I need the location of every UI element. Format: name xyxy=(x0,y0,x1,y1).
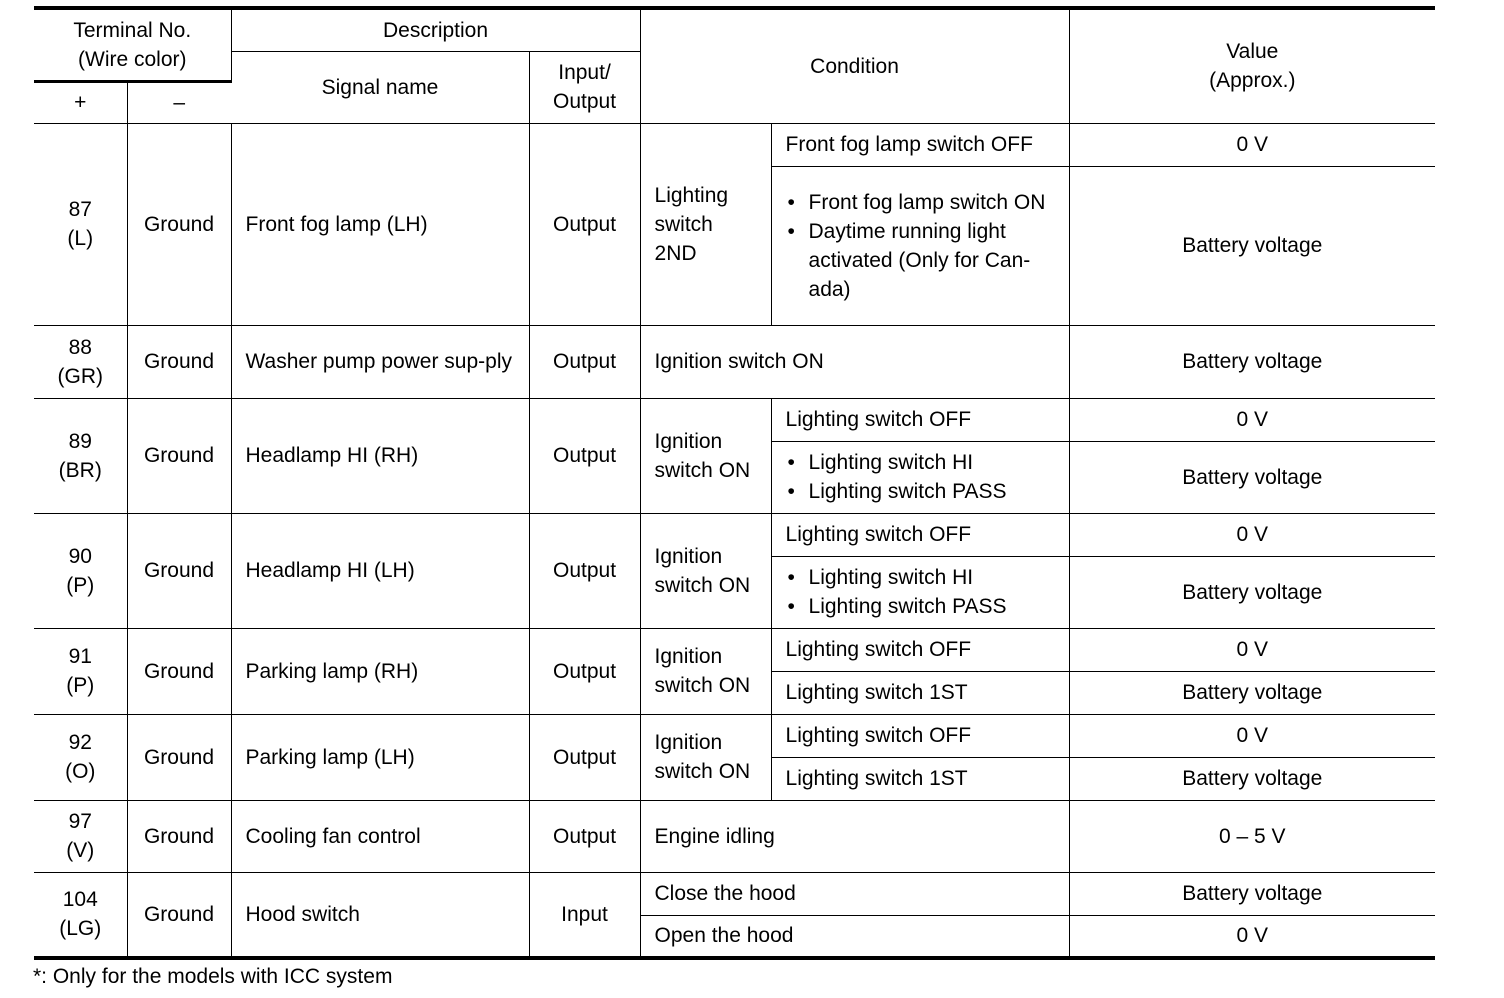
value-cell: 0 V xyxy=(1069,123,1435,166)
table-row xyxy=(34,872,1435,915)
header-plus: + xyxy=(34,81,127,123)
ground-cell: Ground xyxy=(127,398,231,513)
condition-main-cell: Ignition switch ON xyxy=(640,513,771,628)
header-minus: – xyxy=(127,81,231,123)
signal-name-cell: Parking lamp (LH) xyxy=(231,714,529,800)
header-value: Value (Approx.) xyxy=(1069,8,1435,123)
table-row xyxy=(34,513,1435,556)
terminal-spec-table xyxy=(34,6,1435,960)
condition-main-cell: Ignition switch ON xyxy=(640,398,771,513)
io-cell: Output xyxy=(529,513,640,628)
io-cell: Input xyxy=(529,872,640,958)
header-signal-name: Signal name xyxy=(231,51,529,123)
terminal-cell: 97 (V) xyxy=(34,800,127,872)
value-cell: Battery voltage xyxy=(1069,166,1435,325)
bullet-item: • Lighting switch HI xyxy=(786,563,1055,592)
ground-cell: Ground xyxy=(127,800,231,872)
value-cell: 0 – 5 V xyxy=(1069,800,1435,872)
value-cell: 0 V xyxy=(1069,915,1435,958)
signal-name-cell: Hood switch xyxy=(231,872,529,958)
ground-cell: Ground xyxy=(127,513,231,628)
ground-cell: Ground xyxy=(127,325,231,398)
value-cell: 0 V xyxy=(1069,398,1435,441)
condition-cell: Lighting switch OFF xyxy=(771,398,1069,441)
value-cell: Battery voltage xyxy=(1069,671,1435,714)
table-row xyxy=(34,325,1435,398)
header-terminal-no: Terminal No. (Wire color) xyxy=(34,8,231,81)
value-cell: Battery voltage xyxy=(1069,556,1435,628)
signal-name-cell: Front fog lamp (LH) xyxy=(231,123,529,325)
terminal-cell: 90 (P) xyxy=(34,513,127,628)
condition-cell: Open the hood xyxy=(640,915,1069,958)
condition-main-cell: Ignition switch ON xyxy=(640,628,771,714)
bullet-item: • Lighting switch PASS xyxy=(786,592,1055,621)
io-cell: Output xyxy=(529,714,640,800)
condition-cell xyxy=(771,556,1069,628)
condition-cell: Lighting switch OFF xyxy=(771,513,1069,556)
table-row xyxy=(34,398,1435,441)
table-row xyxy=(34,800,1435,872)
signal-name-cell: Headlamp HI (LH) xyxy=(231,513,529,628)
ground-cell: Ground xyxy=(127,123,231,325)
io-cell: Output xyxy=(529,628,640,714)
terminal-cell: 91 (P) xyxy=(34,628,127,714)
condition-cell: Lighting switch 1ST xyxy=(771,757,1069,800)
condition-cell: Lighting switch 1ST xyxy=(771,671,1069,714)
terminal-cell: 89 (BR) xyxy=(34,398,127,513)
condition-main-cell: Ignition switch ON xyxy=(640,714,771,800)
io-cell: Output xyxy=(529,800,640,872)
condition-cell: Ignition switch ON xyxy=(640,325,1069,398)
signal-name-cell: Washer pump power sup-ply xyxy=(231,325,529,398)
value-cell: Battery voltage xyxy=(1069,325,1435,398)
table-row xyxy=(34,628,1435,671)
header-input-output: Input/ Output xyxy=(529,51,640,123)
value-cell: 0 V xyxy=(1069,714,1435,757)
value-cell: Battery voltage xyxy=(1069,872,1435,915)
condition-cell: Front fog lamp switch OFF xyxy=(771,123,1069,166)
signal-name-cell: Cooling fan control xyxy=(231,800,529,872)
terminal-cell: 92 (O) xyxy=(34,714,127,800)
table-row xyxy=(34,123,1435,166)
ground-cell: Ground xyxy=(127,714,231,800)
bullet-item: • Lighting switch PASS xyxy=(786,477,1055,506)
bullet-item: • Lighting switch HI xyxy=(786,448,1055,477)
bullet-item: • Front fog lamp switch ON xyxy=(786,188,1055,217)
value-cell: Battery voltage xyxy=(1069,441,1435,513)
ground-cell: Ground xyxy=(127,628,231,714)
signal-name-cell: Headlamp HI (RH) xyxy=(231,398,529,513)
ground-cell: Ground xyxy=(127,872,231,958)
footnote: *: Only for the models with ICC system xyxy=(33,965,393,988)
signal-name-cell: Parking lamp (RH) xyxy=(231,628,529,714)
condition-cell: Close the hood xyxy=(640,872,1069,915)
condition-cell: Engine idling xyxy=(640,800,1069,872)
condition-cell xyxy=(771,166,1069,325)
value-cell: 0 V xyxy=(1069,628,1435,671)
io-cell: Output xyxy=(529,325,640,398)
condition-cell: Lighting switch OFF xyxy=(771,714,1069,757)
table-row xyxy=(34,714,1435,757)
value-cell: 0 V xyxy=(1069,513,1435,556)
condition-cell: Lighting switch OFF xyxy=(771,628,1069,671)
condition-main-cell: Lighting switch 2ND xyxy=(640,123,771,325)
terminal-cell: 87 (L) xyxy=(34,123,127,325)
value-cell: Battery voltage xyxy=(1069,757,1435,800)
terminal-cell: 88 (GR) xyxy=(34,325,127,398)
condition-cell xyxy=(771,441,1069,513)
io-cell: Output xyxy=(529,398,640,513)
io-cell: Output xyxy=(529,123,640,325)
terminal-cell: 104 (LG) xyxy=(34,872,127,958)
header-description: Description xyxy=(231,8,640,51)
header-condition: Condition xyxy=(640,8,1069,123)
bullet-item: • Daytime running light activated (Only for Can-ada) xyxy=(786,217,1055,304)
